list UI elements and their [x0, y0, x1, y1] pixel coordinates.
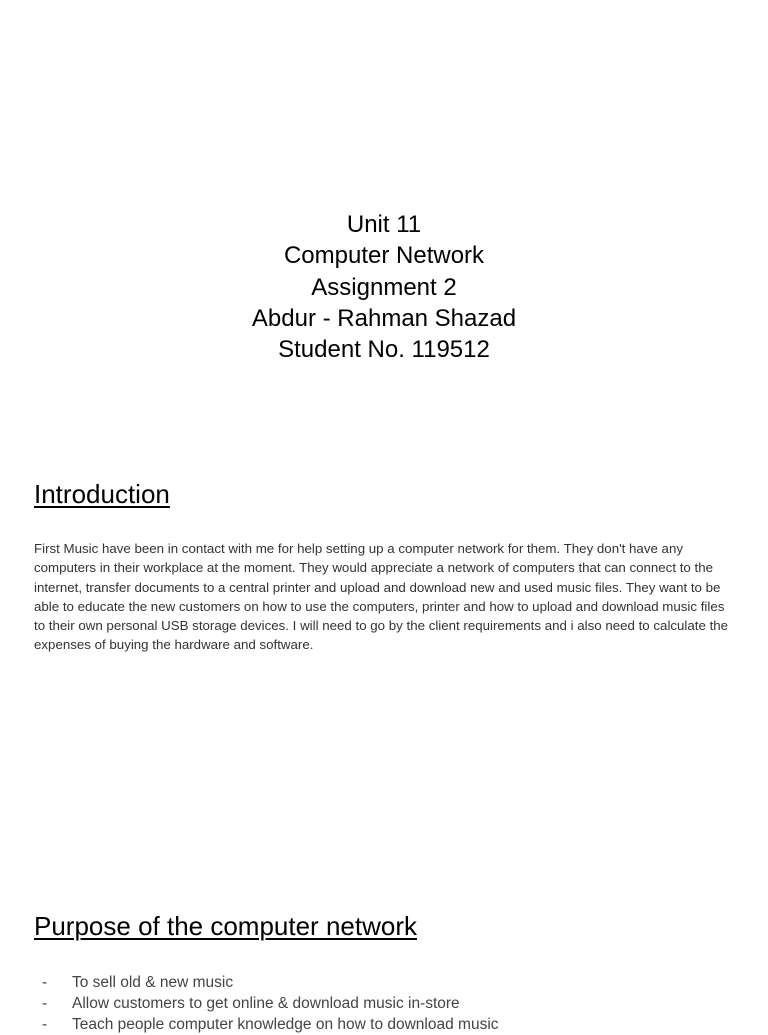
list-item: [34, 972, 734, 993]
introduction-paragraph: First Music have been in contact with me for help setting up a computer network for them. They don't have any computers in their workplace at the moment. They would appreciate a network of computers that can connect to the internet, transfer documents to a central printer and upload and download new and used music files. They want to be able to educate the new customers on how to use the computers, printer and how to upload and download music files to their own personal USB storage devices. I will need to go by the client requirements and i also need to calculate the expenses of buying the hardware and software.: [34, 541, 729, 653]
list-item-text: Teach people computer knowledge on how to download music: [72, 1016, 499, 1033]
list-item-text: To sell old & new music: [72, 974, 234, 991]
unit-title: Unit 11: [346, 211, 422, 238]
list-item-text: Allow customers to get online & download music in-store: [72, 995, 460, 1012]
purpose-list: [34, 972, 734, 1035]
list-bullet: -: [42, 995, 48, 1012]
student-number: Student No. 119512: [278, 336, 490, 364]
purpose-heading: Purpose of the computer network: [34, 911, 417, 941]
list-bullet: -: [42, 1016, 48, 1033]
list-item: [34, 993, 734, 1014]
introduction-heading: Introduction: [34, 479, 170, 509]
list-bullet: -: [42, 974, 48, 991]
course-title: Computer Network: [283, 242, 485, 270]
title-block: [0, 209, 768, 365]
assignment-title: Assignment 2: [311, 273, 457, 301]
list-item: [34, 1014, 734, 1035]
author-name: Abdur - Rahman Shazad: [251, 304, 517, 332]
